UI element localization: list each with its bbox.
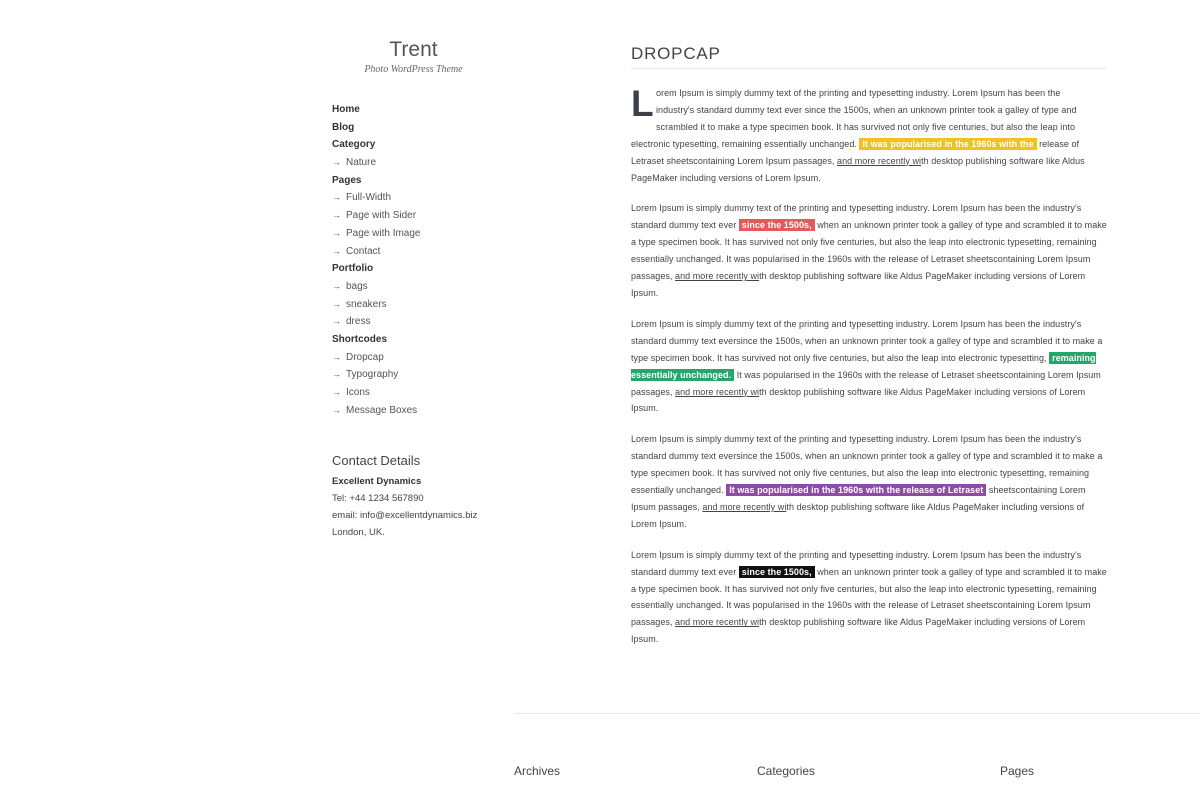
- nav-subitem[interactable]: [332, 402, 532, 420]
- underlined-link[interactable]: and more recently wi: [675, 271, 760, 282]
- nav-subitem[interactable]: [332, 207, 532, 225]
- nav-link[interactable]: Nature: [346, 157, 377, 169]
- nav-subitem[interactable]: [332, 278, 532, 296]
- nav-link[interactable]: bags: [346, 280, 368, 292]
- nav-link[interactable]: sneakers: [346, 298, 387, 310]
- underlined-link[interactable]: and more recently wi: [837, 155, 922, 166]
- arrow-right-icon: →: [332, 404, 341, 415]
- contact-email: email: info@excellentdynamics.biz: [332, 510, 478, 522]
- paragraph-text: It was popularised in the 1960s with the release of Letraset sheetscontaining Lorem Ipsum passages,: [631, 369, 1101, 397]
- nav-link[interactable]: Dropcap: [346, 351, 384, 363]
- nav-item[interactable]: [332, 101, 532, 119]
- contact-tel: Tel: +44 1234 567890: [332, 493, 424, 505]
- nav-subitem[interactable]: [332, 154, 532, 172]
- nav-link[interactable]: Category: [332, 139, 376, 151]
- arrow-right-icon: →: [332, 387, 341, 397]
- underlined-link[interactable]: and more recently wi: [675, 386, 760, 397]
- arrow-right-icon: →: [332, 316, 341, 327]
- nav-link[interactable]: Full-Width: [346, 192, 392, 204]
- paragraph-line: scrambled it to make a type specimen book. It has survived not only five centuries, but also the leap into: [656, 121, 1076, 132]
- nav-link[interactable]: Home: [332, 104, 360, 115]
- nav-link[interactable]: Contact: [346, 245, 381, 257]
- arrow-right-icon: →: [332, 157, 341, 168]
- footer-archives-heading: Archives: [514, 764, 561, 778]
- footer-pages-heading: Pages: [1000, 764, 1035, 778]
- highlight-purple: It was popularised in the 1960s with the release of Letraset: [726, 484, 986, 496]
- nav-item[interactable]: [332, 331, 532, 349]
- highlight-yellow: It was popularised in the 1960s with the: [859, 138, 1036, 150]
- nav-item[interactable]: [332, 260, 532, 278]
- nav-link[interactable]: Message Boxes: [346, 404, 418, 416]
- paragraph-text: when an unknown printer took a galley of type and scrambled it to make a type specimen book. It has survived not only five centuries, but also the leap into electronic typesetting, remaining essentially unchanged. It was popularised in the 1960s with the release of Letraset sheetscontaining Lorem Ipsum passages,: [631, 220, 1107, 282]
- site-tagline: Photo WordPress Theme: [364, 64, 463, 75]
- highlight-red-paragraph: [631, 200, 1107, 301]
- highlight-black-paragraph: [631, 547, 1107, 648]
- paragraph-text: th desktop publishing software like Aldus PageMaker including versions of Lorem Ipsum.: [631, 271, 1086, 298]
- site-title[interactable]: Trent: [389, 38, 438, 61]
- contact-heading: Contact Details: [332, 453, 421, 469]
- nav-link[interactable]: Portfolio: [332, 263, 374, 275]
- paragraph-text: release of Letraset sheetscontaining Lorem Ipsum passages,: [631, 138, 1080, 166]
- nav-subitem[interactable]: [332, 384, 532, 402]
- nav-subitem[interactable]: [332, 243, 532, 261]
- nav-item[interactable]: [332, 172, 532, 190]
- arrow-right-icon: →: [332, 298, 341, 309]
- highlight-red: since the 1500s,: [739, 219, 815, 231]
- nav-item[interactable]: [332, 119, 532, 137]
- contact-company: Excellent Dynamics: [332, 476, 422, 488]
- paragraph-text: Lorem Ipsum is simply dummy text of the printing and typesetting industry. Lorem Ipsum has been the industry's standard dummy text ever: [631, 203, 1082, 231]
- paragraph-text: Lorem Ipsum is simply dummy text of the printing and typesetting industry. Lorem Ipsum has been the industry's standard dummy text eversince the 1500s, when an unknown printer took a galley of type and scrambled it to make a type specimen book. It has survived not only five centuries, but also the leap into electronic typesetting,: [631, 318, 1103, 363]
- nav-subitem[interactable]: [332, 366, 532, 384]
- underlined-link[interactable]: and more recently wi: [675, 617, 760, 628]
- paragraph-text: th desktop publishing software like Aldus PageMaker including versions of Lorem Ipsum.: [631, 386, 1086, 414]
- arrow-right-icon: →: [332, 192, 341, 203]
- footer-divider: [514, 713, 1200, 714]
- paragraph-text: Lorem Ipsum is simply dummy text of the printing and typesetting industry. Lorem Ipsum has been the industry's standard dummy text eversince the 1500s, when an unknown printer took a galley of type and scrambled it to make a type specimen book. It has survived not only five centuries, but also the leap into electronic typesetting, remaining essentially unchanged.: [631, 434, 1103, 496]
- main-content: [631, 44, 1107, 648]
- highlight-black: since the 1500s,: [739, 566, 815, 578]
- paragraph-text: th desktop publishing software like Aldus PageMaker including versions of Lorem Ipsum.: [631, 617, 1086, 645]
- dropcap-letter: L: [631, 83, 654, 124]
- paragraph-text: Lorem Ipsum is simply dummy text of the printing and typesetting industry. Lorem Ipsum has been the industry's standard dummy text ever: [631, 549, 1082, 577]
- nav-subitem[interactable]: [332, 189, 532, 207]
- paragraph-text: electronic typesetting, remaining essentially unchanged.: [631, 138, 860, 149]
- paragraph-text: th desktop publishing software like Aldus PageMaker including versions of Lorem Ipsum.: [631, 501, 1085, 529]
- main-nav: [332, 101, 532, 419]
- arrow-right-icon: →: [332, 351, 341, 362]
- nav-subitem[interactable]: [332, 225, 532, 243]
- arrow-right-icon: →: [332, 227, 341, 238]
- nav-link[interactable]: Icons: [346, 387, 370, 398]
- paragraph-text: th desktop publishing software like Aldus PageMaker including versions of Lorem Ipsum.: [631, 155, 1085, 183]
- sidebar: [332, 38, 532, 541]
- nav-link[interactable]: Page with Sider: [346, 210, 417, 222]
- highlight-green: remaining essentially unchanged.: [631, 352, 1096, 380]
- arrow-right-icon: →: [332, 210, 341, 221]
- arrow-right-icon: →: [332, 245, 341, 256]
- nav-link[interactable]: Typography: [346, 369, 399, 381]
- dropcap-paragraph: [631, 85, 1107, 186]
- contact-details: [332, 453, 532, 541]
- contact-address: London, UK.: [332, 527, 385, 539]
- highlight-green-paragraph: [631, 316, 1107, 417]
- nav-link[interactable]: Blog: [332, 121, 355, 133]
- nav-link[interactable]: Shortcodes: [332, 333, 388, 345]
- nav-subitem[interactable]: [332, 313, 532, 331]
- nav-link[interactable]: Pages: [332, 174, 362, 186]
- arrow-right-icon: →: [332, 369, 341, 380]
- nav-link[interactable]: Page with Image: [346, 227, 421, 239]
- arrow-right-icon: →: [332, 280, 341, 291]
- paragraph-text: sheetscontaining Lorem Ipsum passages,: [631, 485, 1086, 512]
- highlight-purple-paragraph: [631, 431, 1107, 532]
- underlined-link[interactable]: and more recently wi: [702, 501, 787, 512]
- page-title: DROPCAP: [631, 44, 1107, 69]
- paragraph-text: when an unknown printer took a galley of type and scrambled it to make a type specimen book. It has survived not only five centuries, but also the leap into electronic typesetting, remaining essentially unchanged. It was popularised in the 1960s with the release of Letraset sheetscontaining Lorem Ipsum passages,: [631, 566, 1107, 628]
- paragraph-line: orem Ipsum is simply dummy text of the printing and typesetting industry. Lorem Ipsum has been the: [656, 88, 1061, 98]
- paragraph-line: industry's standard dummy text ever since the 1500s, when an unknown printer took a galley of type and: [656, 104, 1077, 115]
- footer-categories-heading: Categories: [757, 764, 816, 778]
- nav-item[interactable]: [332, 136, 532, 154]
- nav-subitem[interactable]: [332, 296, 532, 314]
- nav-link[interactable]: dress: [346, 316, 371, 328]
- nav-subitem[interactable]: [332, 349, 532, 367]
